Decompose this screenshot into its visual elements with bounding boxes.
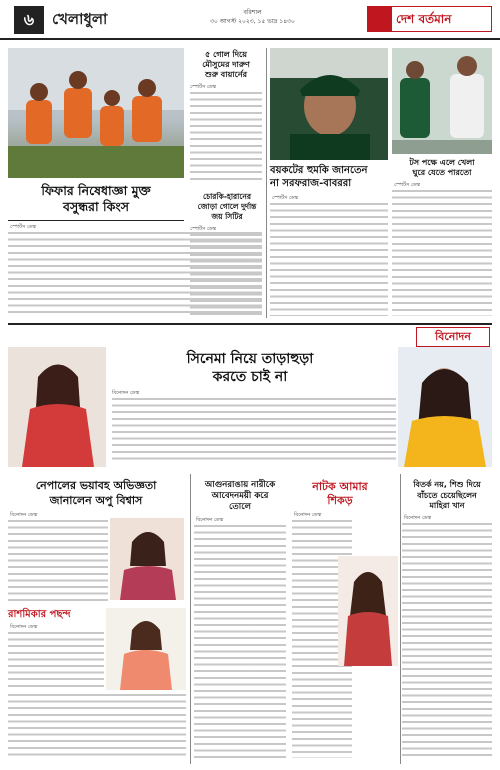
story3-headline: [188, 192, 266, 222]
brand-name: দেশ বর্তমান: [396, 12, 452, 26]
kings-team-photo: [8, 48, 184, 178]
lead-headline-line1: সিনেমা নিয়ে তাড়াহুড়া: [186, 351, 314, 367]
nepal-headline-line2: জানালেন অপু বিশ্বাস: [49, 494, 143, 507]
nepal-headline: [8, 478, 184, 508]
story3-byline: স্পোর্টস ডেস্ক: [190, 226, 217, 232]
story4-byline: স্পোর্টস ডেস্ক: [272, 195, 299, 201]
dateline-city: বরিশাল: [243, 9, 262, 16]
story3-headline-line3: জয় সিটির: [211, 212, 243, 221]
story2-byline: স্পোর্টস ডেস্ক: [190, 84, 217, 90]
section-title: খেলাধুলা: [52, 10, 108, 28]
drama-headline: [292, 480, 388, 508]
rashmika-body-bottom: [8, 694, 186, 758]
kid-headline-line3: মাহিরা খান: [429, 501, 465, 510]
column-divider-ent-1: [190, 474, 191, 764]
story1-headline-line1: ফিফার নিষেধাজ্ঞা মুক্ত: [41, 183, 151, 198]
apu-biswas-photo: [110, 518, 184, 600]
story3-headline-line1: চোরকি-হারানের: [203, 192, 251, 201]
story1-byline: স্পোর্টস ডেস্ক: [10, 224, 37, 230]
sarfaraz-photo: [270, 48, 388, 160]
drama-actress-photo: [338, 556, 398, 666]
rashmika-byline: বিনোদন ডেস্ক: [10, 624, 38, 630]
story5-body: [392, 190, 492, 316]
kid-byline: বিনোদন ডেস্ক: [404, 515, 432, 521]
kid-body: [402, 523, 492, 758]
actress-photo-left: [8, 347, 106, 467]
appeal-headline-line3: তোলে: [228, 502, 252, 512]
column-divider: [266, 48, 267, 318]
story4-body: [270, 203, 388, 316]
cricket-players-photo: [392, 48, 492, 154]
masthead: [0, 0, 500, 40]
column-divider-ent-2: [400, 474, 401, 764]
lead-byline: বিনোদন ডেস্ক: [112, 390, 140, 396]
story2-headline: [190, 50, 262, 80]
story2-headline-line1: ৫ গোল দিয়ে: [205, 50, 247, 59]
story2-headline-line3: শুরু বায়ার্নের: [204, 70, 247, 79]
kid-headline-line1: বিতর্ক নয়, শিশু দিয়ে: [413, 480, 481, 489]
divider: [8, 220, 184, 221]
rashmika-headline: রাশমিকার পছন্দ: [8, 609, 71, 620]
rashmika-photo: [106, 608, 186, 690]
story5-headline-line2: ঘুরে যেতে পারতো: [412, 168, 472, 177]
kid-headline: [402, 480, 492, 512]
story4-headline-line2: না সরফরাজ-বাবররা: [270, 178, 352, 189]
story1-headline-line2: বসুন্ধরা কিংস: [63, 199, 129, 214]
story1-headline: [10, 183, 182, 215]
brand-mark-icon: [368, 7, 392, 31]
story2-body: [190, 92, 262, 184]
actress-photo-right: [398, 347, 492, 467]
kid-headline-line2: বাঁচতে চেয়েছিলেন: [417, 490, 477, 500]
section-divider: [8, 323, 492, 325]
brand-logo: [367, 6, 492, 32]
appeal-headline-line1: আগুনরাঙায় নারীকে: [204, 480, 276, 490]
story3-headline-line2: জোড়া গোলে দুর্দান্ত: [197, 202, 257, 211]
drama-headline-line2: শিকড়: [327, 494, 353, 507]
dateline: [205, 8, 300, 26]
drama-byline: বিনোদন ডেস্ক: [294, 512, 322, 518]
story3-body: [190, 234, 262, 316]
dateline-date: ৩০ আগস্ট ২০২৩, ১৫ ভাদ্র ১৪৩০: [210, 18, 295, 25]
appeal-headline: [194, 480, 286, 513]
lead-body: [112, 398, 396, 460]
appeal-byline: বিনোদন ডেস্ক: [196, 517, 224, 523]
appeal-headline-line2: আবেদনময়ী করে: [211, 491, 269, 501]
lead-headline-line2: করতে চাই না: [212, 369, 288, 385]
nepal-body: [8, 520, 108, 602]
story5-headline-line1: টস পক্ষে এলে খেলা: [409, 158, 475, 167]
drama-headline-line1: নাটক আমার: [312, 480, 368, 493]
story5-byline: স্পোর্টস ডেস্ক: [394, 182, 421, 188]
entertainment-banner: বিনোদন: [416, 327, 490, 347]
nepal-headline-line1: নেপালের ভয়াবহ অভিজ্ঞতা: [35, 479, 157, 492]
rashmika-body: [8, 632, 104, 690]
nepal-byline: বিনোদন ডেস্ক: [10, 512, 38, 518]
story5-headline: [392, 158, 492, 178]
page-number: ৬: [14, 6, 44, 34]
story4-headline-line1: বয়কটের হুমকি জানতেন: [270, 165, 368, 176]
story2-headline-line2: মৌসুমের দারুণ: [202, 60, 250, 69]
lead-headline: [120, 350, 380, 386]
appeal-body: [194, 525, 286, 758]
